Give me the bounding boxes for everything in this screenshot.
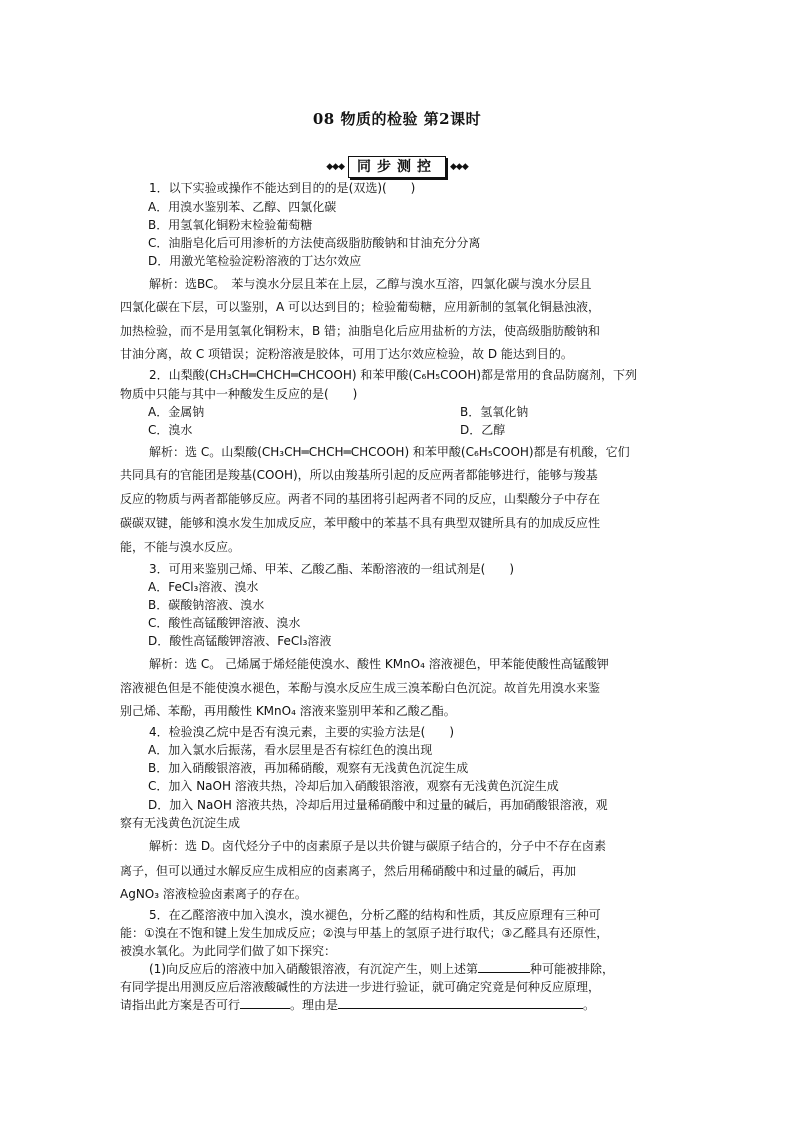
question-5-cont: 被溴水氧化。为此同学们做了如下探究： bbox=[120, 944, 337, 958]
q2-analysis-line: 碳碳双键，能够和溴水发生加成反应，苯甲酸中的苯基不具有典型双键所具有的加成反应性 bbox=[120, 516, 601, 530]
q4-analysis-line: 解析：选 D。卤代烃分子中的卤素原子是以共价键与碳原子结合的，分子中不存在卤素 bbox=[149, 839, 607, 853]
answer-blank-2[interactable] bbox=[240, 997, 290, 1009]
q1-option-a: A．用溴水鉴别苯、乙醇、四氯化碳 bbox=[148, 200, 337, 214]
q2-analysis-line: 反应的物质与两者都能够反应。两者不同的基团将引起两者不同的反应，山梨酸分子中存在 bbox=[120, 492, 601, 506]
q1-option-c: C．油脂皂化后可用渗析的方法使高级脂肪酸钠和甘油充分分离 bbox=[148, 236, 481, 250]
q1-analysis-line: 甘油分离，故 C 项错误；淀粉溶液是胶体，可用丁达尔效应检验，故 D 能达到目的。 bbox=[120, 347, 573, 361]
question-3: 3．可用来鉴别己烯、甲苯、乙酸乙酯、苯酚溶液的一组试剂是( ) bbox=[149, 562, 515, 576]
q5-part-1-text: 。 bbox=[583, 998, 596, 1012]
q2-analysis-line: 共同具有的官能团是羧基(COOH)，所以由羧基所引起的反应两者都能够进行，能够与羧基 bbox=[120, 468, 598, 482]
question-5: 5．在乙醛溶液中加入溴水，溴水褪色，分析乙醛的结构和性质，其反应原理有三种可 bbox=[149, 908, 601, 922]
q1-option-d: D．用激光笔检验淀粉溶液的丁达尔效应 bbox=[148, 254, 362, 268]
q2-analysis-line: 能，不能与溴水反应。 bbox=[120, 540, 241, 554]
q2-option-d: D．乙醇 bbox=[460, 423, 506, 437]
q4-option-b: B．加入硝酸银溶液，再加稀硝酸，观察有无浅黄色沉淀生成 bbox=[148, 761, 469, 775]
banner-label: 同步测控 bbox=[348, 156, 446, 178]
q3-analysis-line: 别己烯、苯酚，再用酸性 KMnO₄ 溶液来鉴别甲苯和乙酸乙酯。 bbox=[120, 704, 456, 718]
q4-option-d-cont: 察有无浅黄色沉淀生成 bbox=[120, 816, 241, 830]
q5-part-1-text: 种可能被排除， bbox=[530, 962, 615, 976]
question-5-cont: 能：①溴在不饱和键上发生加成反应；②溴与甲基上的氢原子进行取代；③乙醛具有还原性， bbox=[120, 926, 609, 940]
q3-option-a: A．FeCl₃溶液、溴水 bbox=[148, 580, 259, 594]
q2-option-c: C．溴水 bbox=[148, 423, 193, 437]
q5-part-1-text: 请指出此方案是否可行 bbox=[120, 998, 241, 1012]
q5-part-1-text: 。理由是 bbox=[290, 998, 339, 1012]
q2-option-b: B．氢氧化钠 bbox=[460, 405, 529, 419]
q5-part-1-cont: 有同学提出用测反应后溶液酸碱性的方法进一步进行验证，就可确定究竟是何种反应原理， bbox=[120, 980, 601, 994]
q1-analysis-line: 四氯化碳在下层，可以鉴别，A 可以达到目的；检验葡萄糖，应用新制的氢氧化铜悬浊液， bbox=[120, 300, 601, 314]
q1-analysis-line: 加热检验，而不是用氢氧化铜粉末，B 错；油脂皂化后应用盐析的方法，使高级脂肪酸钠和 bbox=[120, 324, 601, 338]
q4-analysis-line: AgNO₃ 溶液检验卤素离子的存在。 bbox=[120, 887, 307, 901]
section-banner bbox=[0, 156, 794, 178]
q3-option-c: C．酸性高锰酸钾溶液、溴水 bbox=[148, 616, 301, 630]
q5-part-1 bbox=[149, 961, 614, 977]
q1-analysis-line: 解析：选BC。 苯与溴水分层且苯在上层，乙醇与溴水互溶，四氯化碳与溴水分层且 bbox=[149, 277, 592, 291]
q3-analysis-line: 溶液褪色但是不能使溴水褪色，苯酚与溴水反应生成三溴苯酚白色沉淀。故首先用溴水来鉴 bbox=[120, 681, 601, 695]
diamond-ornament-left: ◆◆◆ bbox=[326, 162, 344, 172]
question-2: 2．山梨酸(CH₃CH═CHCH═CHCOOH) 和苯甲酸(C₆H₅COOH)都是常用的食品防腐剂，下列 bbox=[149, 368, 638, 382]
q4-option-a: A．加入氯水后振荡，看水层里是否有棕红色的溴出现 bbox=[148, 743, 433, 757]
q4-option-c: C．加入 NaOH 溶液共热，冷却后加入硝酸银溶液，观察有无浅黄色沉淀生成 bbox=[148, 779, 559, 793]
q1-option-b: B．用氢氧化铜粉末检验葡萄糖 bbox=[148, 218, 313, 232]
q3-option-b: B．碳酸钠溶液、溴水 bbox=[148, 598, 265, 612]
q3-option-d: D．酸性高锰酸钾溶液、FeCl₃溶液 bbox=[148, 634, 332, 648]
q4-option-d: D．加入 NaOH 溶液共热，冷却后用过量稀硝酸中和过量的碱后，再加硝酸银溶液，观 bbox=[148, 798, 608, 812]
question-2-cont: 物质中只能与其中一种酸发生反应的是( ) bbox=[120, 387, 358, 401]
q5-part-1-cont bbox=[120, 997, 595, 1013]
q2-option-a: A．金属钠 bbox=[148, 405, 205, 419]
q3-analysis-line: 解析：选 C。 己烯属于烯烃能使溴水、酸性 KMnO₄ 溶液褪色，甲苯能使酸性高锰酸钾 bbox=[149, 657, 609, 671]
answer-blank-3[interactable] bbox=[338, 997, 583, 1009]
answer-blank-1[interactable] bbox=[478, 961, 530, 973]
q4-analysis-line: 离子，但可以通过水解反应生成相应的卤素离子，然后用稀硝酸中和过量的碱后，再加 bbox=[120, 864, 577, 878]
question-1: 1．以下实验或操作不能达到目的的是(双选)( ) bbox=[149, 181, 416, 195]
q2-analysis-line: 解析：选 C。山梨酸(CH₃CH═CHCH═CHCOOH) 和苯甲酸(C₆H₅COOH)都是有机酸，它们 bbox=[149, 445, 630, 459]
page-title: 08 物质的检验 第2课时 bbox=[312, 110, 482, 128]
diamond-ornament-right: ◆◆◆ bbox=[450, 162, 468, 172]
question-4: 4．检验溴乙烷中是否有溴元素，主要的实验方法是( ) bbox=[149, 725, 455, 739]
q5-part-1-text: (1)向反应后的溶液中加入硝酸银溶液，有沉淀产生，则上述第 bbox=[149, 962, 479, 976]
